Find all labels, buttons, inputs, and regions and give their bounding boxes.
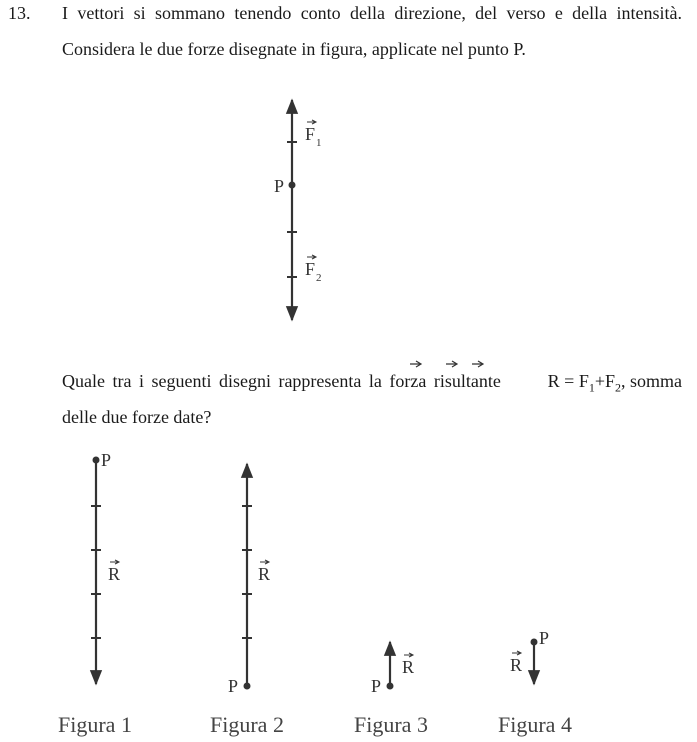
figura-1 (91, 450, 120, 684)
vector-F1-label: F (305, 124, 316, 144)
formula-plus: + (594, 371, 605, 391)
figura-3 (371, 642, 414, 696)
vector-R-label: R (402, 657, 415, 677)
figura-4 (510, 628, 549, 684)
point-P-label: P (101, 450, 112, 470)
vector-F2-subscript: 2 (615, 380, 621, 395)
point-P-label: P (539, 628, 550, 648)
point-P-label: P (228, 676, 239, 696)
vector-R-symbol: R (547, 371, 560, 391)
vector-F2-symbol: F (604, 371, 615, 391)
arrow-over-F1 (446, 361, 457, 367)
vector-F1-subscript: 1 (588, 380, 595, 395)
vector-F1-label-sub: 1 (316, 137, 322, 149)
vector-R-label: R (258, 564, 271, 584)
question-text-line-2: Considera le due forze disegnate in figura, applicate nel punto P. (62, 39, 526, 59)
point-P-dot (93, 457, 100, 464)
figura-2 (228, 464, 270, 696)
point-P-label: P (371, 676, 382, 696)
vector-F2-label: F (305, 259, 316, 279)
point-P-dot (531, 639, 538, 646)
line3-prefix: Quale tra i seguenti disegni rappresenta la forza risultante (62, 371, 501, 391)
line3-suffix: , somma (621, 371, 682, 391)
point-P-dot (244, 683, 251, 690)
caption-figura-1: Figura 1 (58, 712, 132, 737)
question-text-line-4: delle due forze date? (62, 407, 212, 427)
caption-figura-2: Figura 2 (210, 712, 284, 737)
arrow-over-F2 (472, 361, 483, 367)
point-P-dot (289, 182, 296, 189)
caption-figura-3: Figura 3 (354, 712, 428, 737)
question-text-line-1: I vettori si sommano tenendo conto della direzione, del verso e della intensità. (62, 3, 682, 23)
formula-equals: = (559, 371, 579, 391)
main-figure (274, 100, 322, 320)
vector-R-label: R (510, 655, 523, 675)
vector-F2-label-sub: 2 (316, 272, 322, 284)
vector-F1-symbol: F (578, 371, 589, 391)
question-number: 13. (8, 3, 31, 23)
point-P-label: P (274, 176, 285, 196)
arrow-over-R (410, 361, 421, 367)
point-P-dot (387, 683, 394, 690)
formula-vector-arrows (410, 361, 483, 367)
caption-figura-4: Figura 4 (498, 712, 572, 737)
vector-R-label: R (108, 564, 121, 584)
